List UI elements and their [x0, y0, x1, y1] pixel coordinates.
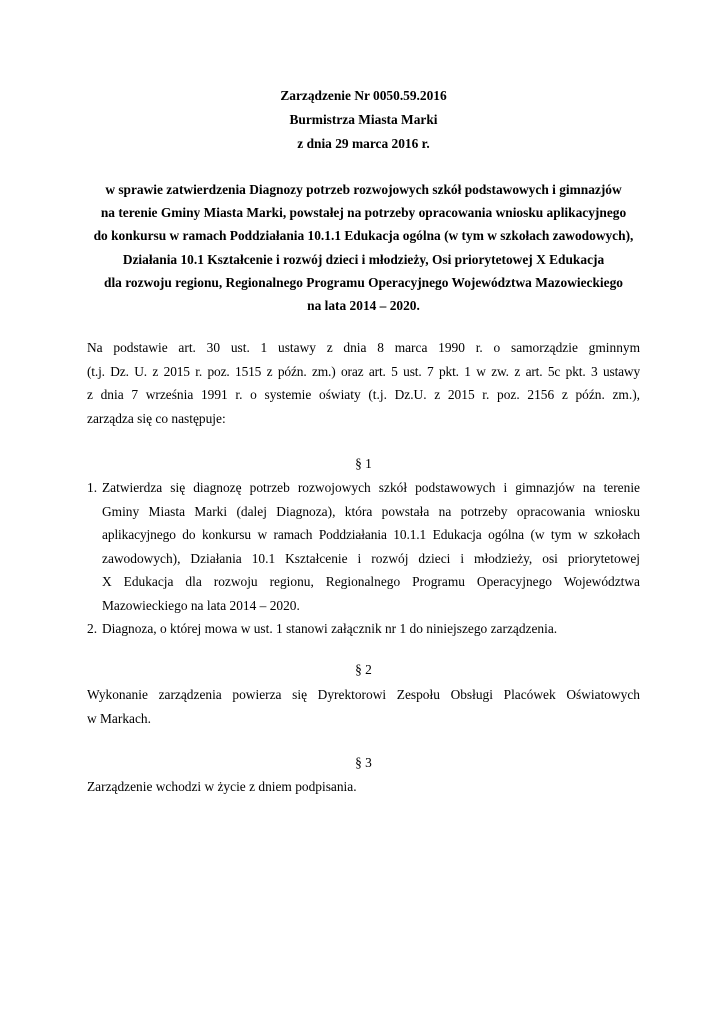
ordinance-date: z dnia 29 marca 2016 r. [297, 136, 430, 151]
paragraph-line: (t.j. Dz. U. z 2015 r. poz. 1515 z późn. zm.) oraz art. 5 ust. 7 pkt. 1 w zw. z art. 5c pkt. 3 ustawy [87, 363, 640, 379]
list-item-text [102, 476, 640, 618]
subject-line: do konkursu w ramach Poddziałania 10.1.1 Edukacja ogólna (w tym w szkołach zawodowych), [93, 228, 634, 244]
section-1-heading: § 1 [355, 456, 372, 471]
subject-line: na terenie Gminy Miasta Marki, powstałej na potrzeby opracowania wniosku aplikacyjnego [100, 205, 627, 221]
paragraph-line: X Edukacja dla rozwoju regionu, Regionalnego Programu Operacyjnego Województwa [102, 574, 640, 590]
paragraph-line: zarządza się co następuje: [87, 410, 226, 426]
subject-line: dla rozwoju regionu, Regionalnego Programu Operacyjnego Województwa Mazowieckiego [104, 274, 623, 290]
paragraph-line: aplikacyjnego do konkursu w ramach Poddziałania 10.1.1 Edukacja ogólna (w tym w szkołach [102, 527, 640, 543]
ordinance-number: Zarządzenie Nr 0050.59.2016 [280, 88, 447, 103]
list-item-text [102, 617, 640, 641]
issuer: Burmistrza Miasta Marki [289, 112, 438, 127]
paragraph-line: Mazowieckiego na lata 2014 – 2020. [102, 597, 300, 613]
paragraph-line: Na podstawie art. 30 ust. 1 ustawy z dnia 8 marca 1990 r. o samorządzie gminnym [87, 340, 640, 355]
subject-line: na lata 2014 – 2020. [307, 297, 420, 313]
section-3-heading: § 3 [355, 755, 372, 770]
paragraph-line: Diagnoza, o której mowa w ust. 1 stanowi załącznik nr 1 do niniejszego zarządzenia. [102, 621, 558, 636]
paragraph-line: w Markach. [87, 710, 151, 726]
paragraph-line: Zarządzenie wchodzi w życie z dniem podpisania. [87, 779, 357, 794]
list-item-number: 1. [87, 480, 98, 495]
paragraph-line: zawodowych), Działania 10.1 Kształcenie i rozwój dzieci i młodzieży, osi priorytetowej [102, 550, 640, 566]
subject-line: w sprawie zatwierdzenia Diagnozy potrzeb rozwojowych szkół podstawowych i gimnazjów [105, 182, 622, 197]
subject-line: Działania 10.1 Kształcenie i rozwój dzieci i młodzieży, Osi priorytetowej X Edukacja [122, 251, 605, 267]
paragraph-line: Gminy Miasta Marki (dalej Diagnoza), która powstała na potrzeby opracowania wniosku [102, 503, 640, 519]
paragraph-line: Zatwierdza się diagnozę potrzeb rozwojowych szkół podstawowych i gimnazjów na terenie [102, 480, 640, 495]
section-3-paragraph [87, 775, 640, 799]
ordinance-subject [87, 178, 640, 317]
document-header [87, 84, 640, 156]
legal-basis-paragraph [87, 336, 640, 430]
list-item-number: 2. [87, 621, 98, 636]
section-2-heading: § 2 [355, 662, 372, 677]
section-2-paragraph [87, 683, 640, 730]
paragraph-line: Wykonanie zarządzenia powierza się Dyrektorowi Zespołu Obsługi Placówek Oświatowych [87, 687, 640, 702]
paragraph-line: z dnia 7 września 1991 r. o systemie oświaty (t.j. Dz.U. z 2015 r. poz. 2156 z późn. zm.), [87, 387, 640, 403]
